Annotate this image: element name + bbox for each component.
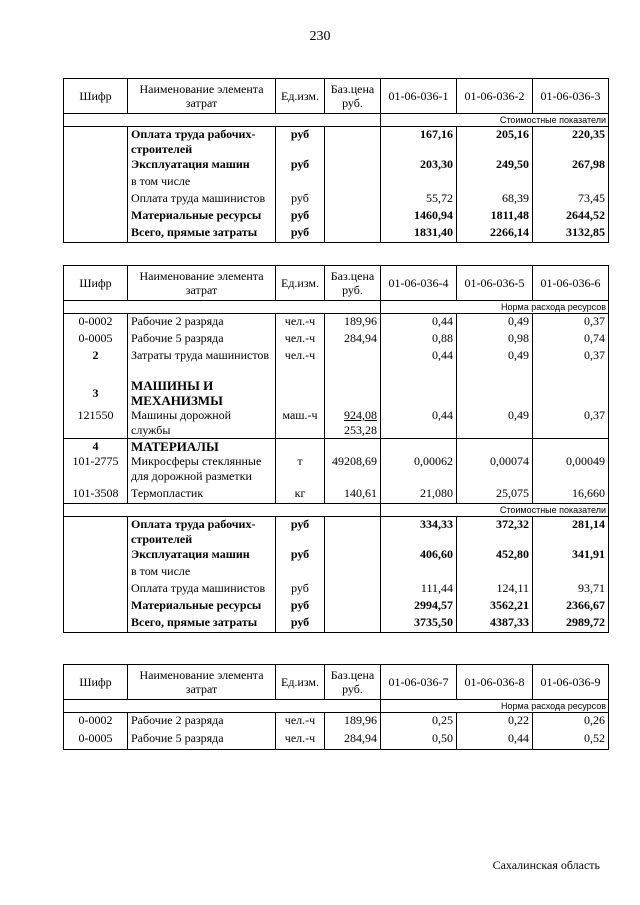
row-value: 1811,48 [457, 208, 533, 225]
row-value: 334,33 [381, 517, 457, 548]
row-name: в том числе [131, 174, 191, 188]
header-unit: Ед.изм. [276, 79, 325, 114]
row-name: Эксплуатация машин [131, 547, 250, 561]
row-name: Рабочие 5 разряда [131, 331, 224, 345]
row-value: 16,660 [533, 486, 609, 504]
row-unit: т [276, 454, 325, 486]
row-code: 4 [64, 439, 128, 455]
row-name: Материальные ресурсы [131, 208, 262, 222]
row-unit: руб [276, 191, 325, 208]
row-code: 0-0002 [64, 713, 128, 732]
row-unit: чел.-ч [276, 331, 325, 348]
row-value: 3735,50 [381, 615, 457, 633]
table-row [64, 517, 609, 548]
row-unit: чел.-ч [276, 713, 325, 732]
row-value: 73,45 [533, 191, 609, 208]
header-unit: Ед.изм. [276, 266, 325, 301]
row-value: 249,50 [457, 157, 533, 174]
cost-table-1 [63, 78, 609, 243]
table-row [64, 174, 609, 191]
row-value: 0,37 [533, 408, 609, 439]
row-value: 406,60 [381, 547, 457, 564]
header-column: 01-06-036-2 [457, 79, 533, 114]
row-unit: руб [276, 225, 325, 243]
row-price: 189,96 [325, 314, 381, 332]
table-row [64, 208, 609, 225]
row-value: 124,11 [457, 581, 533, 598]
header-column: 01-06-036-1 [381, 79, 457, 114]
header-code: Шифр [64, 79, 128, 114]
row-unit: руб [276, 598, 325, 615]
row-name: Микросферы стеклянные для дорожной разметки [131, 454, 262, 483]
table-row [64, 731, 609, 750]
row-value: 1831,40 [381, 225, 457, 243]
table-row [64, 191, 609, 208]
table-row [64, 564, 609, 581]
row-name: Машины дорожной службы [131, 408, 232, 437]
table-row [64, 547, 609, 564]
row-name: МАШИНЫ И МЕХАНИЗМЫ [131, 378, 223, 408]
table-row [64, 331, 609, 348]
header-base-price: Баз.цена руб. [325, 79, 381, 114]
row-value: 21,080 [381, 486, 457, 504]
row-value: 0,00049 [533, 454, 609, 486]
table-header-row [64, 79, 609, 114]
row-value: 1460,94 [381, 208, 457, 225]
row-name: Оплата труда рабочих-строителей [131, 517, 256, 546]
row-value: 452,80 [457, 547, 533, 564]
row-unit: руб [276, 547, 325, 564]
row-value: 0,49 [457, 348, 533, 378]
row-value: 205,16 [457, 127, 533, 158]
table-row [64, 314, 609, 332]
row-value: 0,25 [381, 713, 457, 732]
row-unit: руб [276, 157, 325, 174]
row-value: 2989,72 [533, 615, 609, 633]
row-name: МАТЕРИАЛЫ [128, 439, 276, 455]
header-name: Наименование элемента затрат [128, 266, 276, 301]
header-column: 01-06-036-4 [381, 266, 457, 301]
row-name: Рабочие 5 разряда [128, 731, 276, 750]
section-caption: Стоимостные показатели [381, 114, 609, 127]
row-value: 3562,21 [457, 598, 533, 615]
header-base-price: Баз.цена руб. [325, 665, 381, 700]
row-price: 140,61 [325, 486, 381, 504]
row-value: 2644,52 [533, 208, 609, 225]
header-column: 01-06-036-3 [533, 79, 609, 114]
header-code: Шифр [64, 665, 128, 700]
header-name: Наименование элемента затрат [128, 79, 276, 114]
row-value: 2994,57 [381, 598, 457, 615]
row-value: 0,88 [381, 331, 457, 348]
row-value: 0,22 [457, 713, 533, 732]
row-value: 93,71 [533, 581, 609, 598]
table-row [64, 486, 609, 504]
table-row [64, 378, 609, 408]
table-row [64, 713, 609, 732]
row-value: 0,37 [533, 314, 609, 332]
row-unit: чел.-ч [276, 348, 325, 378]
footer-region: Сахалинская область [492, 858, 600, 872]
table-header-row [64, 665, 609, 700]
table-row [64, 439, 609, 455]
row-price: 284,94 [325, 731, 381, 750]
row-value: 3132,85 [533, 225, 609, 243]
row-value: 0,52 [533, 731, 609, 750]
row-value: 0,74 [533, 331, 609, 348]
header-column: 01-06-036-8 [457, 665, 533, 700]
table-row [64, 408, 609, 439]
resource-table-2 [63, 265, 609, 633]
table-row [64, 615, 609, 633]
row-unit: маш.-ч [276, 408, 325, 439]
table-header-row [64, 266, 609, 301]
header-column: 01-06-036-6 [533, 266, 609, 301]
row-value: 0,44 [381, 314, 457, 332]
row-name: Оплата труда машинистов [131, 581, 266, 595]
row-name: Затраты труда машинистов [131, 348, 270, 362]
row-code: 121550 [64, 408, 128, 439]
row-value: 2266,14 [457, 225, 533, 243]
row-unit: руб [276, 208, 325, 225]
row-price: 49208,69 [325, 454, 381, 486]
row-value: 0,00074 [457, 454, 533, 486]
section-caption: Стоимостные показатели [381, 504, 609, 517]
row-name: Термопластик [131, 486, 204, 500]
row-name: Оплата труда рабочих-строителей [131, 127, 256, 156]
header-code: Шифр [64, 266, 128, 301]
header-unit: Ед.изм. [276, 665, 325, 700]
row-value: 0,44 [381, 408, 457, 439]
row-value: 111,44 [381, 581, 457, 598]
row-code: 3 [64, 378, 128, 408]
row-name: Всего, прямые затраты [128, 225, 276, 243]
row-value: 0,49 [457, 314, 533, 332]
row-value: 167,16 [381, 127, 457, 158]
row-name: Эксплуатация машин [131, 157, 250, 171]
row-value: 0,50 [381, 731, 457, 750]
row-name: Оплата труда машинистов [131, 191, 266, 205]
header-column: 01-06-036-7 [381, 665, 457, 700]
header-column: 01-06-036-5 [457, 266, 533, 301]
row-value: 0,00062 [381, 454, 457, 486]
header-column: 01-06-036-9 [533, 665, 609, 700]
section-caption: Норма расхода ресурсов [381, 301, 609, 314]
page-number: 230 [309, 29, 331, 44]
row-code: 2 [64, 348, 128, 378]
table-row [64, 581, 609, 598]
row-code: 0-0002 [64, 314, 128, 332]
row-price-secondary: 253,28 [344, 423, 377, 437]
row-value: 68,39 [457, 191, 533, 208]
row-unit: руб [276, 517, 325, 548]
row-unit: кг [276, 486, 325, 504]
row-value: 0,49 [457, 408, 533, 439]
table-row [64, 157, 609, 174]
row-name: Всего, прямые затраты [128, 615, 276, 633]
row-name: Рабочие 2 разряда [131, 314, 224, 328]
row-name: Материальные ресурсы [131, 598, 262, 612]
row-unit: чел.-ч [276, 314, 325, 332]
row-price: 924,08 [344, 408, 377, 422]
row-value: 0,26 [533, 713, 609, 732]
row-code: 0-0005 [64, 731, 128, 750]
row-code: 101-2775 [64, 454, 128, 486]
row-price: 284,94 [325, 331, 381, 348]
resource-table-3 [63, 664, 609, 750]
row-value: 267,98 [533, 157, 609, 174]
row-value: 0,37 [533, 348, 609, 378]
table-row [64, 454, 609, 486]
table-row [64, 127, 609, 158]
row-unit: чел.-ч [276, 731, 325, 750]
section-caption: Норма расхода ресурсов [381, 700, 609, 713]
header-name: Наименование элемента затрат [128, 665, 276, 700]
row-value: 55,72 [381, 191, 457, 208]
row-price: 189,96 [325, 713, 381, 732]
row-code: 0-0005 [64, 331, 128, 348]
row-code: 101-3508 [64, 486, 128, 504]
row-value: 4387,33 [457, 615, 533, 633]
row-unit: руб [276, 127, 325, 158]
row-value: 2366,67 [533, 598, 609, 615]
row-value: 281,14 [533, 517, 609, 548]
table-row [64, 225, 609, 243]
header-base-price: Баз.цена руб. [325, 266, 381, 301]
row-value: 0,98 [457, 331, 533, 348]
row-unit: руб [276, 615, 325, 633]
row-name: в том числе [131, 564, 191, 578]
row-value: 0,44 [381, 348, 457, 378]
row-value: 203,30 [381, 157, 457, 174]
row-unit: руб [276, 581, 325, 598]
row-value: 25,075 [457, 486, 533, 504]
row-value: 372,32 [457, 517, 533, 548]
table-row [64, 348, 609, 378]
row-name: Рабочие 2 разряда [131, 713, 224, 727]
row-value: 0,44 [457, 731, 533, 750]
row-value: 341,91 [533, 547, 609, 564]
row-value: 220,35 [533, 127, 609, 158]
table-row [64, 598, 609, 615]
